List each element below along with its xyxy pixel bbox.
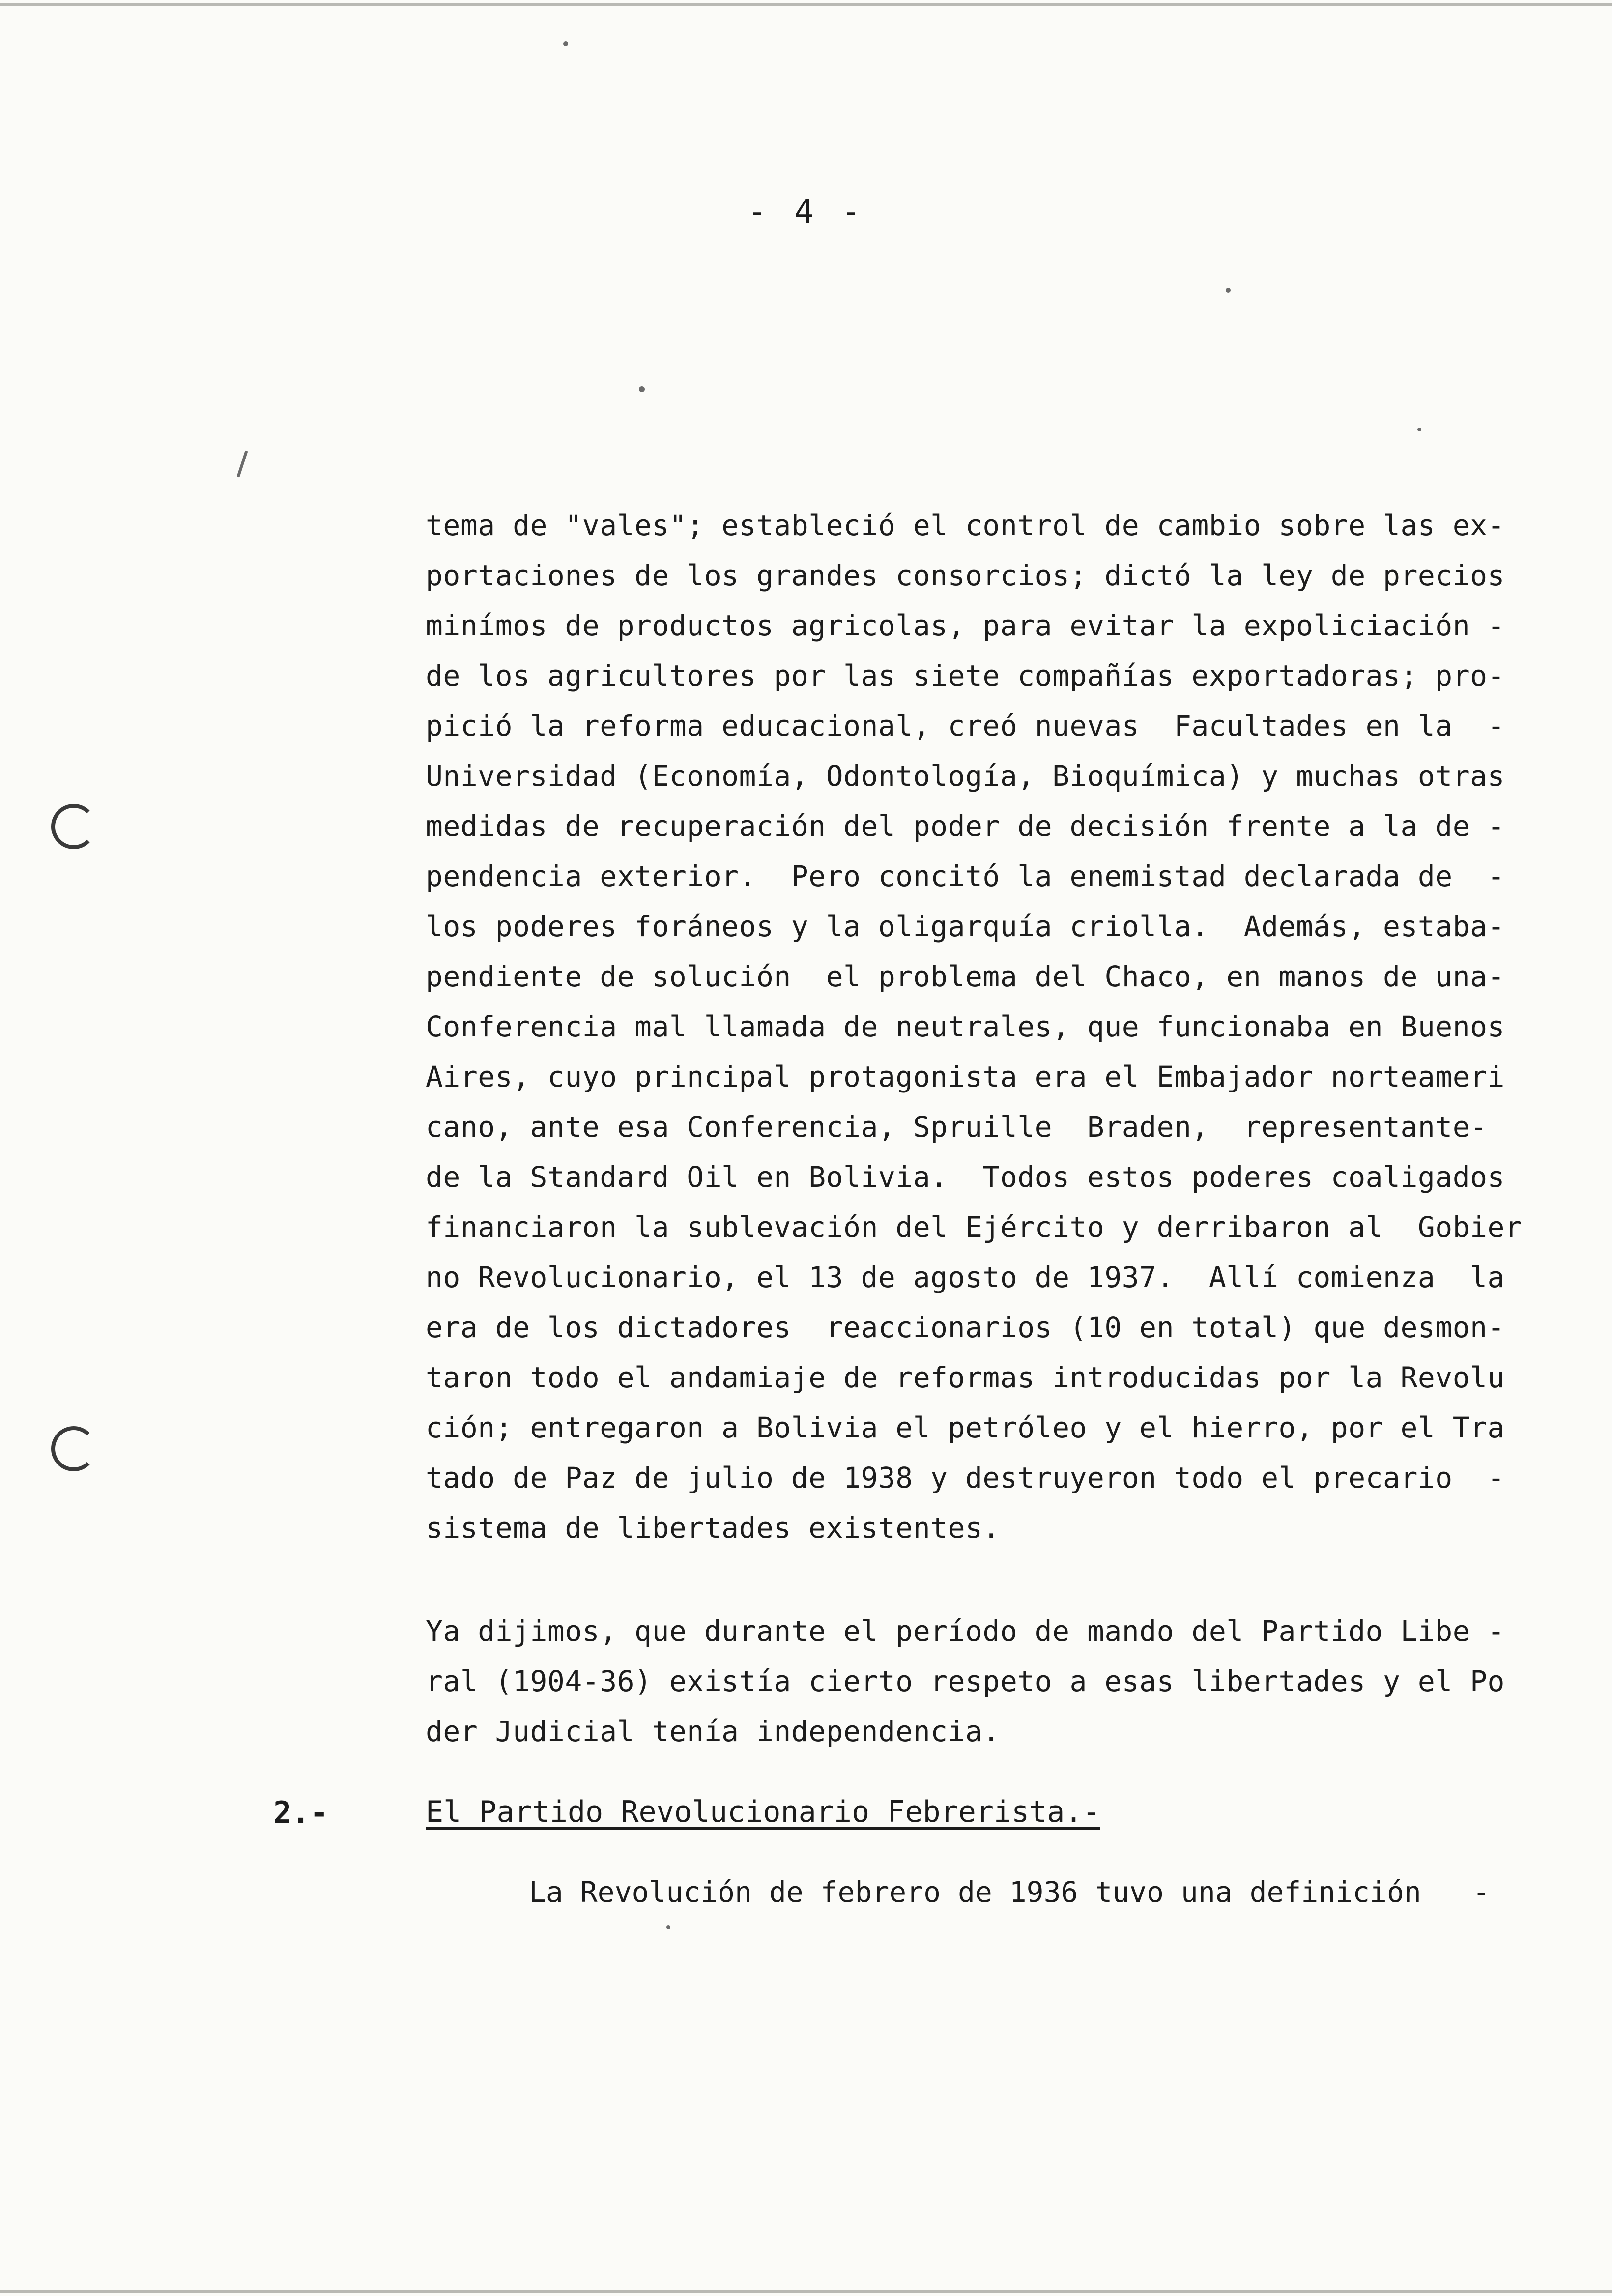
- scan-speck: [563, 41, 568, 46]
- section-heading: [426, 1795, 1100, 1829]
- text-line: los poderes foráneos y la oligarquía criolla. Además, estaba-: [426, 910, 1505, 943]
- text-line: tado de Paz de julio de 1938 y destruyeron todo el precario -: [426, 1461, 1505, 1494]
- text-line: ral (1904-36) existía cierto respeto a esas libertades y el Po: [426, 1665, 1505, 1698]
- text-line: Universidad (Economía, Odontología, Bioquímica) y muchas otras: [426, 759, 1505, 793]
- scan-edge-top: [0, 3, 1612, 6]
- text-line: ción; entregaron a Bolivia el petróleo y el hierro, por el Tra: [426, 1411, 1505, 1444]
- text-line: Aires, cuyo principal protagonista era el Embajador norteameri: [426, 1060, 1505, 1093]
- text-line: era de los dictadores reaccionarios (10 en total) que desmon-: [426, 1311, 1505, 1344]
- text-line: pició la reforma educacional, creó nuevas Facultades en la -: [426, 709, 1505, 743]
- text-line: medidas de recuperación del poder de decisión frente a la de -: [426, 809, 1505, 843]
- text-line: tema de "vales"; estableció el control de cambio sobre las ex-: [426, 509, 1505, 542]
- scan-speck: [666, 1925, 670, 1929]
- text-line: pendencia exterior. Pero concitó la enemistad declarada de -: [426, 860, 1505, 893]
- text-line: portaciones de los grandes consorcios; dictó la ley de precios: [426, 559, 1505, 592]
- punch-hole-mark: [51, 1426, 96, 1471]
- scan-speck: [236, 450, 248, 477]
- punch-hole-mark: [51, 804, 96, 849]
- section-number: 2.-: [273, 1795, 328, 1831]
- text-line: de los agricultores por las siete compañías exportadoras; pro-: [426, 659, 1505, 692]
- body-paragraph: [426, 500, 1523, 1553]
- body-paragraph: [426, 1606, 1505, 1756]
- text-line: Ya dijimos, que durante el período de mando del Partido Libe -: [426, 1614, 1505, 1648]
- text-line: taron todo el andamiaje de reformas introducidas por la Revolu: [426, 1361, 1505, 1394]
- scan-speck: [639, 386, 645, 392]
- text-line: minímos de productos agricolas, para evitar la expoliciación -: [426, 609, 1505, 642]
- section-title: El Partido Revolucionario Febrerista: [426, 1795, 1065, 1829]
- text-line: cano, ante esa Conferencia, Spruille Braden, representante-: [426, 1110, 1488, 1144]
- page-number: - 4 -: [747, 193, 865, 230]
- section-lead-line: La Revolución de febrero de 1936 tuvo una definición -: [529, 1875, 1490, 1909]
- text-line: der Judicial tenía independencia.: [426, 1715, 1000, 1748]
- scan-speck: [1226, 288, 1231, 293]
- text-line: pendiente de solución el problema del Chaco, en manos de una-: [426, 960, 1505, 993]
- section-title-suffix: .-: [1065, 1795, 1100, 1829]
- text-line: Conferencia mal llamada de neutrales, que funcionaba en Buenos: [426, 1010, 1505, 1043]
- text-line: no Revolucionario, el 13 de agosto de 1937. Allí comienza la: [426, 1261, 1505, 1294]
- text-line: de la Standard Oil en Bolivia. Todos estos poderes coaligados: [426, 1160, 1505, 1194]
- scan-speck: [1417, 428, 1421, 431]
- text-line: financiaron la sublevación del Ejército y derribaron al Gobier: [426, 1210, 1523, 1244]
- text-line: sistema de libertades existentes.: [426, 1511, 1000, 1545]
- scan-edge-bottom: [0, 2290, 1612, 2293]
